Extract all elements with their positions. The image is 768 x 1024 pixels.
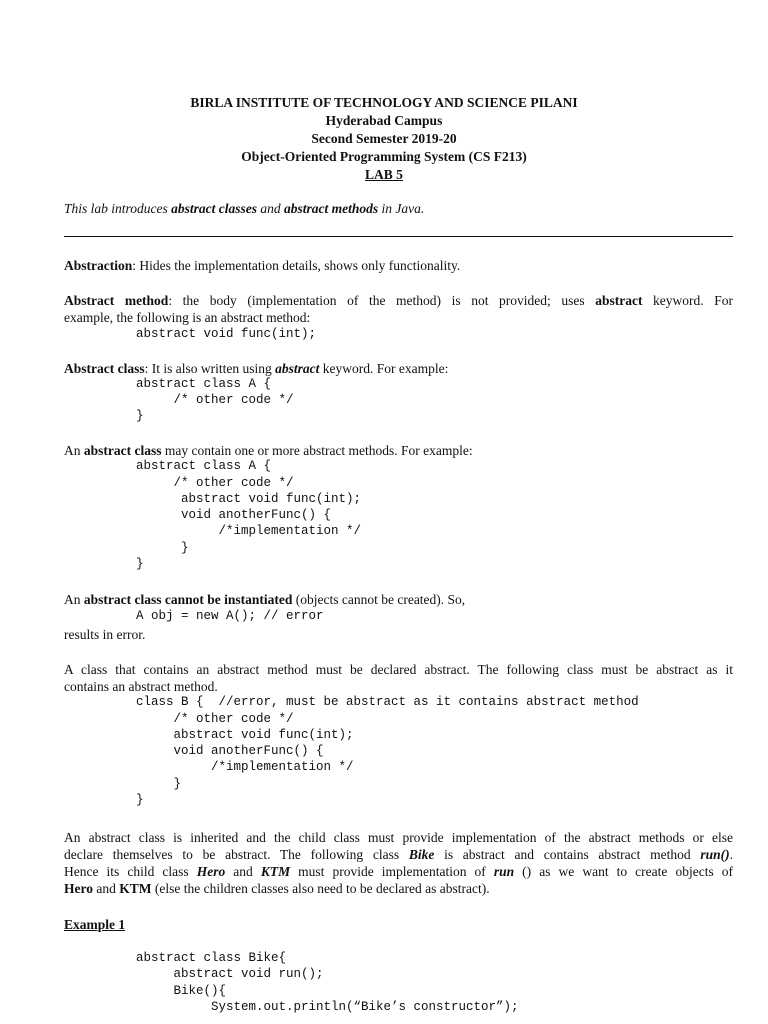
- contain-code-1: abstract class A {: [136, 459, 272, 473]
- course-title: Object-Oriented Programming System (CS F213): [241, 149, 527, 164]
- instantiate-code: A obj = new A(); // error: [136, 609, 324, 623]
- contain-code-5: /*implementation */: [136, 524, 362, 538]
- example-code-4: System.out.println(“Bike’s constructor”);: [136, 1000, 519, 1014]
- example-1-heading: Example 1: [64, 917, 126, 932]
- declare-code-1: class B { //error, must be abstract as it contains abstract method: [136, 695, 639, 709]
- inherit-line-2: declare themselves to be abstract. The following class Bike is abstract and contains abstract method run().: [64, 847, 733, 862]
- instantiate-paragraph: An abstract class cannot be instantiated (objects cannot be created). So,: [64, 592, 466, 607]
- abstract-method-line-2: example, the following is an abstract method:: [64, 310, 311, 325]
- contain-code-4: void anotherFunc() {: [136, 508, 332, 522]
- contain-paragraph: An abstract class may contain one or more abstract methods. For example:: [64, 443, 473, 458]
- declare-code-4: void anotherFunc() {: [136, 744, 324, 758]
- declare-code-7: }: [136, 793, 144, 807]
- inherit-line-4: Hero and KTM (else the children classes also need to be declared as abstract).: [64, 881, 490, 896]
- declare-code-3: abstract void func(int);: [136, 728, 354, 742]
- contain-code-7: }: [136, 557, 144, 571]
- declare-code-5: /*implementation */: [136, 760, 354, 774]
- inherit-line-1: An abstract class is inherited and the child class must provide implementation of the abstract methods or else: [64, 830, 733, 845]
- campus-name: Hyderabad Campus: [325, 113, 443, 128]
- intro-text: This lab introduces abstract classes and abstract methods in Java.: [64, 201, 425, 216]
- instantiate-after: results in error.: [64, 627, 146, 642]
- declare-line-2: contains an abstract method.: [64, 679, 218, 694]
- contain-code-2: /* other code */: [136, 476, 294, 490]
- contain-code-3: abstract void func(int);: [136, 492, 362, 506]
- semester: Second Semester 2019-20: [311, 131, 457, 146]
- abstract-class-code-2: /* other code */: [136, 393, 294, 407]
- contain-code-6: }: [136, 541, 189, 555]
- abstract-class-code-3: }: [136, 409, 144, 423]
- declare-code-2: /* other code */: [136, 712, 294, 726]
- declare-line-1: A class that contains an abstract method must be declared abstract. The following class must be abstract as it: [64, 662, 733, 677]
- document-header: [0, 94, 768, 184]
- abstract-class-code-1: abstract class A {: [136, 377, 272, 391]
- example-code-1: abstract class Bike{: [136, 951, 287, 965]
- institute-name: BIRLA INSTITUTE OF TECHNOLOGY AND SCIENCE PILANI: [190, 95, 578, 110]
- abstract-method-code: abstract void func(int);: [136, 327, 317, 341]
- abstract-class-paragraph: Abstract class: It is also written using abstract keyword. For example:: [64, 361, 449, 376]
- horizontal-rule: [64, 236, 733, 237]
- declare-code-6: }: [136, 777, 182, 791]
- example-code-3: Bike(){: [136, 984, 227, 998]
- lab-title: LAB 5: [365, 167, 403, 182]
- example-code-2: abstract void run();: [136, 967, 324, 981]
- abstract-method-line-1: Abstract method: the body (implementation of the method) is not provided; uses abstract keyword. For: [64, 293, 733, 308]
- abstraction-paragraph: Abstraction: Hides the implementation details, shows only functionality.: [64, 258, 461, 273]
- inherit-line-3: Hence its child class Hero and KTM must provide implementation of run () as we want to create objects of: [64, 864, 733, 879]
